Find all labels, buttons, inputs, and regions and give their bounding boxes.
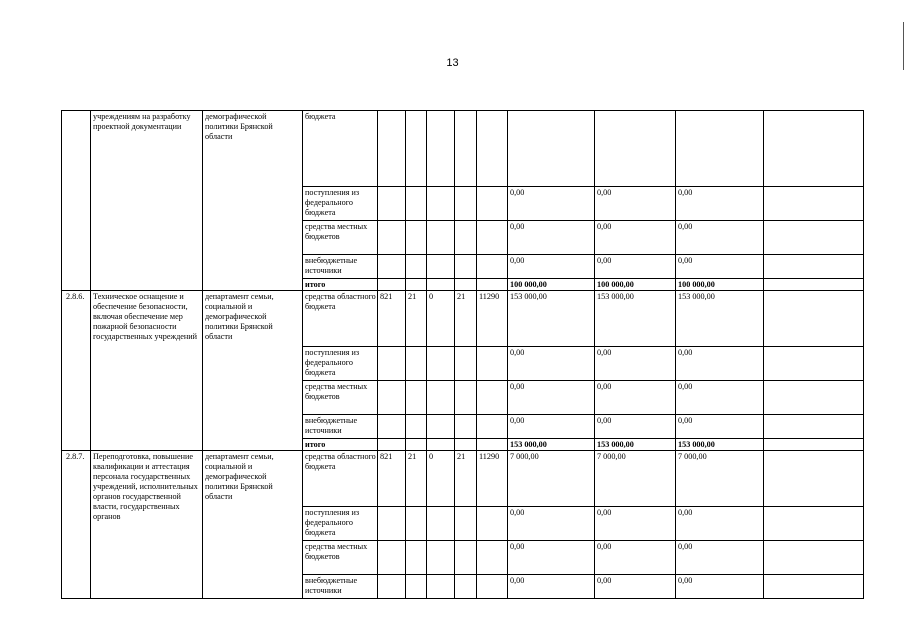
code-cell [427, 187, 455, 221]
code-cell [477, 415, 508, 439]
code-cell [406, 187, 427, 221]
code-cell [455, 439, 477, 451]
empty-cell [764, 381, 864, 415]
amount-cell: 0,00 [595, 507, 676, 541]
item-executor: департамент семьи, социальной и демографической политики Брянской области [203, 291, 303, 451]
code-cell [477, 439, 508, 451]
item-number: 2.8.6. [62, 291, 91, 451]
item-executor: департамент семьи, социальной и демографической политики Брянской области [203, 451, 303, 599]
code-cell [406, 439, 427, 451]
amount-cell: 0,00 [595, 415, 676, 439]
amount-cell: 7 000,00 [676, 451, 764, 507]
code-cell [427, 575, 455, 599]
code-cell [477, 575, 508, 599]
empty-cell [764, 291, 864, 347]
empty-cell [764, 255, 864, 279]
page-number: 13 [446, 57, 459, 69]
amount-cell: 100 000,00 [508, 279, 595, 291]
amount-cell: 153 000,00 [595, 439, 676, 451]
code-cell [427, 255, 455, 279]
amount-cell [676, 111, 764, 187]
amount-cell: 0,00 [508, 507, 595, 541]
amount-cell: 0,00 [676, 415, 764, 439]
code-cell [427, 507, 455, 541]
empty-cell [764, 415, 864, 439]
table-row [62, 291, 864, 347]
code-cell [378, 439, 406, 451]
amount-cell: 0,00 [595, 381, 676, 415]
item-number: 2.8.7. [62, 451, 91, 599]
code-cell [378, 541, 406, 575]
code-cell [378, 575, 406, 599]
amount-cell: 0,00 [676, 347, 764, 381]
funding-source: внебюджетные источники [303, 255, 378, 279]
budget-table [61, 110, 864, 599]
table-row [62, 111, 864, 187]
code-cell [406, 347, 427, 381]
code-cell [406, 255, 427, 279]
funding-source: поступления из федерального бюджета [303, 347, 378, 381]
amount-cell: 7 000,00 [508, 451, 595, 507]
code-cell [427, 381, 455, 415]
code-cell [406, 381, 427, 415]
amount-cell: 0,00 [595, 221, 676, 255]
amount-cell: 0,00 [676, 187, 764, 221]
code-cell [427, 415, 455, 439]
code-cell [406, 575, 427, 599]
code-cell [378, 415, 406, 439]
code-cell: 0 [427, 291, 455, 347]
amount-cell: 153 000,00 [508, 291, 595, 347]
funding-source: внебюджетные источники [303, 415, 378, 439]
code-cell [427, 439, 455, 451]
code-cell [427, 221, 455, 255]
code-cell [477, 187, 508, 221]
code-cell [477, 111, 508, 187]
amount-cell: 0,00 [508, 381, 595, 415]
code-cell [427, 347, 455, 381]
amount-cell [595, 111, 676, 187]
code-cell [455, 507, 477, 541]
code-cell [477, 347, 508, 381]
code-cell [406, 279, 427, 291]
code-cell [477, 541, 508, 575]
amount-cell: 0,00 [508, 575, 595, 599]
code-cell: 21 [406, 451, 427, 507]
empty-cell [764, 111, 864, 187]
amount-cell: 0,00 [508, 187, 595, 221]
empty-cell [764, 439, 864, 451]
amount-cell [508, 111, 595, 187]
code-cell [378, 381, 406, 415]
empty-cell [764, 507, 864, 541]
funding-source: средства местных бюджетов [303, 541, 378, 575]
amount-cell: 100 000,00 [595, 279, 676, 291]
code-cell [455, 541, 477, 575]
code-cell [427, 541, 455, 575]
code-cell: 11290 [477, 291, 508, 347]
code-cell: 21 [455, 291, 477, 347]
code-cell [477, 381, 508, 415]
code-cell [455, 221, 477, 255]
code-cell [378, 221, 406, 255]
empty-cell [764, 575, 864, 599]
empty-cell [764, 187, 864, 221]
amount-cell: 153 000,00 [676, 439, 764, 451]
funding-source: бюджета [303, 111, 378, 187]
code-cell [378, 255, 406, 279]
code-cell [455, 415, 477, 439]
code-cell: 0 [427, 451, 455, 507]
amount-cell: 0,00 [595, 347, 676, 381]
code-cell [455, 111, 477, 187]
amount-cell: 0,00 [676, 255, 764, 279]
code-cell [378, 279, 406, 291]
code-cell [406, 221, 427, 255]
code-cell [378, 111, 406, 187]
item-executor: демографической политики Брянской области [203, 111, 303, 291]
empty-cell [764, 347, 864, 381]
code-cell: 821 [378, 451, 406, 507]
code-cell [455, 187, 477, 221]
code-cell [477, 279, 508, 291]
code-cell [455, 347, 477, 381]
amount-cell: 0,00 [676, 541, 764, 575]
code-cell [406, 507, 427, 541]
funding-source: итого [303, 279, 378, 291]
table-row [62, 451, 864, 507]
empty-cell [764, 451, 864, 507]
code-cell [455, 575, 477, 599]
amount-cell: 0,00 [676, 381, 764, 415]
code-cell [378, 187, 406, 221]
table-body [62, 111, 864, 599]
amount-cell: 7 000,00 [595, 451, 676, 507]
funding-source: средства областного бюджета [303, 451, 378, 507]
amount-cell: 153 000,00 [595, 291, 676, 347]
funding-source: поступления из федерального бюджета [303, 507, 378, 541]
amount-cell: 0,00 [508, 415, 595, 439]
code-cell [378, 507, 406, 541]
code-cell [427, 279, 455, 291]
amount-cell: 0,00 [508, 347, 595, 381]
code-cell [477, 255, 508, 279]
code-cell [406, 541, 427, 575]
item-name: Переподготовка, повышение квалификации и аттестация персонала государственных учреждений, исполнительных органов государственной власти, государственных органов [91, 451, 203, 599]
amount-cell: 0,00 [676, 575, 764, 599]
empty-cell [764, 279, 864, 291]
item-number [62, 111, 91, 291]
item-name: Техническое оснащение и обеспечение безопасности, включая обеспечение мер пожарной безопасности государственных учреждений [91, 291, 203, 451]
amount-cell: 0,00 [595, 541, 676, 575]
funding-source: итого [303, 439, 378, 451]
code-cell [455, 255, 477, 279]
funding-source: внебюджетные источники [303, 575, 378, 599]
code-cell: 11290 [477, 451, 508, 507]
amount-cell: 0,00 [595, 187, 676, 221]
amount-cell: 153 000,00 [676, 291, 764, 347]
amount-cell: 0,00 [508, 255, 595, 279]
empty-cell [764, 541, 864, 575]
funding-source: средства местных бюджетов [303, 381, 378, 415]
code-cell: 21 [406, 291, 427, 347]
code-cell: 21 [455, 451, 477, 507]
amount-cell: 0,00 [595, 255, 676, 279]
amount-cell: 0,00 [676, 507, 764, 541]
amount-cell: 0,00 [508, 221, 595, 255]
empty-cell [764, 221, 864, 255]
code-cell [455, 381, 477, 415]
funding-source: поступления из федерального бюджета [303, 187, 378, 221]
amount-cell: 0,00 [676, 221, 764, 255]
amount-cell: 153 000,00 [508, 439, 595, 451]
code-cell [427, 111, 455, 187]
funding-source: средства областного бюджета [303, 291, 378, 347]
code-cell [406, 415, 427, 439]
amount-cell: 100 000,00 [676, 279, 764, 291]
code-cell [477, 221, 508, 255]
code-cell [378, 347, 406, 381]
funding-source: средства местных бюджетов [303, 221, 378, 255]
code-cell: 821 [378, 291, 406, 347]
code-cell [455, 279, 477, 291]
code-cell [477, 507, 508, 541]
item-name: учреждениям на разработку проектной документации [91, 111, 203, 291]
amount-cell: 0,00 [595, 575, 676, 599]
amount-cell: 0,00 [508, 541, 595, 575]
code-cell [406, 111, 427, 187]
